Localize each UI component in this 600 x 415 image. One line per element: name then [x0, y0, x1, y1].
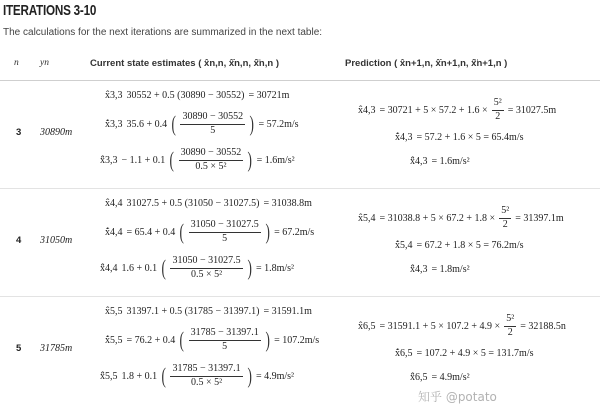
- est-acceleration-left: − 1.1 + 0.1: [121, 154, 166, 166]
- est-position-label: x̂5,5: [105, 306, 123, 317]
- pred-position: [358, 98, 556, 122]
- fraction: [504, 314, 516, 338]
- header-estimates: Current state estimates ( x̂n,n, x̂̇n,n, x̂̈n,n ): [90, 58, 279, 69]
- est-acceleration-left: 1.6 + 0.1: [121, 262, 158, 274]
- fraction: [492, 98, 504, 122]
- fraction-denominator: 5: [210, 124, 216, 136]
- pred-velocity-label: x̂̇6,5: [395, 348, 413, 359]
- est-velocity-label: x̂̇4,4: [105, 226, 123, 238]
- fraction: [170, 256, 242, 280]
- paren-open: (: [179, 327, 185, 352]
- est-velocity-right: = 107.2m/s: [274, 334, 320, 346]
- est-acceleration-label: x̂̈5,5: [100, 370, 118, 382]
- est-position-left: 31397.1 + 0.5 (31785 − 31397.1): [126, 306, 260, 317]
- est-position-left: 30552 + 0.5 (30890 − 30552): [126, 90, 245, 101]
- fraction-denominator: 0.5 × 5²: [190, 376, 223, 388]
- pred-acceleration: [410, 372, 470, 383]
- pred-position: [358, 206, 564, 230]
- pred-acceleration-text: = 1.8m/s²: [431, 264, 470, 275]
- est-velocity: [105, 328, 319, 352]
- row-y: 30890m: [40, 127, 73, 138]
- paren-close: ): [247, 255, 252, 280]
- pred-position-right: = 32188.5n: [520, 320, 566, 332]
- est-acceleration-label: x̂̈3,3: [100, 154, 118, 166]
- pred-velocity-text: = 57.2 + 1.6 × 5 = 65.4m/s: [416, 132, 524, 143]
- fraction-numerator: 5²: [499, 206, 511, 219]
- est-position-left: 31027.5 + 0.5 (31050 − 31027.5): [126, 198, 260, 209]
- est-position: [105, 198, 312, 209]
- fraction-denominator: 5: [222, 232, 228, 244]
- row-divider: [0, 188, 600, 189]
- fraction-numerator: 31050 − 31027.5: [170, 256, 242, 269]
- est-acceleration: [100, 256, 294, 280]
- section-heading: ITERATIONS 3-10: [3, 2, 97, 19]
- fraction: [180, 112, 245, 136]
- fraction: [170, 364, 242, 388]
- pred-velocity-label: x̂̇4,3: [395, 132, 413, 143]
- pred-velocity: [395, 132, 524, 143]
- fraction: [179, 148, 244, 172]
- pred-velocity-text: = 107.2 + 4.9 × 5 = 131.7m/s: [416, 348, 534, 359]
- est-acceleration-right: = 4.9m/s²: [255, 370, 295, 382]
- pred-acceleration-text: = 1.6m/s²: [431, 156, 470, 167]
- pred-velocity: [395, 240, 524, 251]
- paren-close: ): [265, 219, 270, 244]
- est-position-right: = 31591.1m: [263, 306, 312, 317]
- pred-velocity-text: = 67.2 + 1.8 × 5 = 76.2m/s: [416, 240, 524, 251]
- header-prediction: Prediction ( x̂n+1,n, x̂̇n+1,n, x̂̈n+1,n ): [345, 58, 508, 69]
- paren-close: ): [249, 111, 254, 136]
- intro-paragraph: The calculations for the next iterations are summarized in the next table:: [3, 27, 323, 38]
- est-velocity-label: x̂̇5,5: [105, 334, 123, 346]
- est-velocity-right: = 67.2m/s: [274, 226, 315, 238]
- est-velocity: [105, 220, 314, 244]
- fraction-denominator: 0.5 × 5²: [195, 160, 227, 172]
- est-velocity: [105, 112, 299, 136]
- fraction: [499, 206, 511, 230]
- watermark: 知乎 @potato: [418, 390, 497, 404]
- fraction-numerator: 30890 − 30552: [179, 148, 244, 161]
- pred-position-label: x̂5,4: [358, 212, 376, 224]
- pred-position-right: = 31397.1m: [515, 212, 564, 224]
- est-position: [105, 306, 312, 317]
- header-divider: [0, 80, 600, 81]
- fraction-numerator: 5²: [492, 98, 504, 111]
- est-velocity-left: = 65.4 + 0.4: [126, 226, 176, 238]
- fraction-denominator: 2: [507, 326, 513, 338]
- pred-position-label: x̂6,5: [358, 320, 376, 332]
- est-velocity-label: x̂̇3,3: [105, 118, 123, 130]
- fraction-denominator: 0.5 × 5²: [190, 268, 223, 280]
- pred-position-right: = 31027.5m: [507, 104, 557, 116]
- pred-acceleration-label: x̂̈4,3: [410, 156, 428, 167]
- pred-acceleration-text: = 4.9m/s²: [431, 372, 470, 383]
- est-position-label: x̂4,4: [105, 198, 123, 209]
- pred-velocity: [395, 348, 534, 359]
- pred-position-left: = 30721 + 5 × 57.2 + 1.6 ×: [379, 104, 488, 116]
- fraction-numerator: 30890 − 30552: [180, 112, 245, 125]
- pred-position: [358, 314, 566, 338]
- est-position: [105, 90, 289, 101]
- est-acceleration-left: 1.8 + 0.1: [121, 370, 158, 382]
- pred-acceleration: [410, 264, 470, 275]
- header-n: n: [14, 58, 19, 68]
- row-n: 5: [16, 343, 22, 354]
- paren-open: (: [179, 219, 185, 244]
- est-acceleration: [100, 364, 294, 388]
- paren-close: ): [265, 327, 270, 352]
- row-n: 3: [16, 127, 22, 138]
- paren-close: ): [247, 147, 253, 172]
- pred-position-left: = 31038.8 + 5 × 67.2 + 1.8 ×: [379, 212, 496, 224]
- est-position-right: = 31038.8m: [263, 198, 312, 209]
- est-velocity-right: = 57.2m/s: [258, 118, 299, 130]
- pred-position-left: = 31591.1 + 5 × 107.2 + 4.9 ×: [379, 320, 501, 332]
- pred-position-label: x̂4,3: [358, 104, 376, 116]
- fraction: [189, 220, 261, 244]
- fraction-denominator: 2: [495, 110, 501, 122]
- est-position-label: x̂3,3: [105, 90, 123, 101]
- est-acceleration: [100, 148, 295, 172]
- fraction-numerator: 31785 − 31397.1: [189, 328, 261, 341]
- pred-acceleration-label: x̂̈4,3: [410, 264, 428, 275]
- est-position-right: = 30721m: [248, 90, 290, 101]
- pred-velocity-label: x̂̇5,4: [395, 240, 413, 251]
- est-velocity-left: 35.6 + 0.4: [126, 118, 168, 130]
- paren-open: (: [169, 147, 175, 172]
- fraction-numerator: 31785 − 31397.1: [170, 364, 242, 377]
- pred-acceleration: [410, 156, 470, 167]
- fraction-denominator: 5: [222, 340, 228, 352]
- fraction-numerator: 31050 − 31027.5: [189, 220, 261, 233]
- paren-close: ): [247, 363, 252, 388]
- pred-acceleration-label: x̂̈6,5: [410, 372, 428, 383]
- est-acceleration-right: = 1.8m/s²: [255, 262, 295, 274]
- est-acceleration-label: x̂̈4,4: [100, 262, 118, 274]
- paren-open: (: [161, 363, 167, 388]
- est-velocity-left: = 76.2 + 0.4: [126, 334, 176, 346]
- fraction: [189, 328, 261, 352]
- header-y: yn: [40, 58, 49, 68]
- paren-open: (: [171, 111, 177, 136]
- fraction-denominator: 2: [502, 218, 508, 230]
- row-y: 31050m: [40, 235, 73, 246]
- est-acceleration-right: = 1.6m/s²: [256, 154, 295, 166]
- paren-open: (: [161, 255, 167, 280]
- row-divider: [0, 296, 600, 297]
- fraction-numerator: 5²: [504, 314, 516, 327]
- row-y: 31785m: [40, 343, 73, 354]
- row-n: 4: [16, 235, 22, 246]
